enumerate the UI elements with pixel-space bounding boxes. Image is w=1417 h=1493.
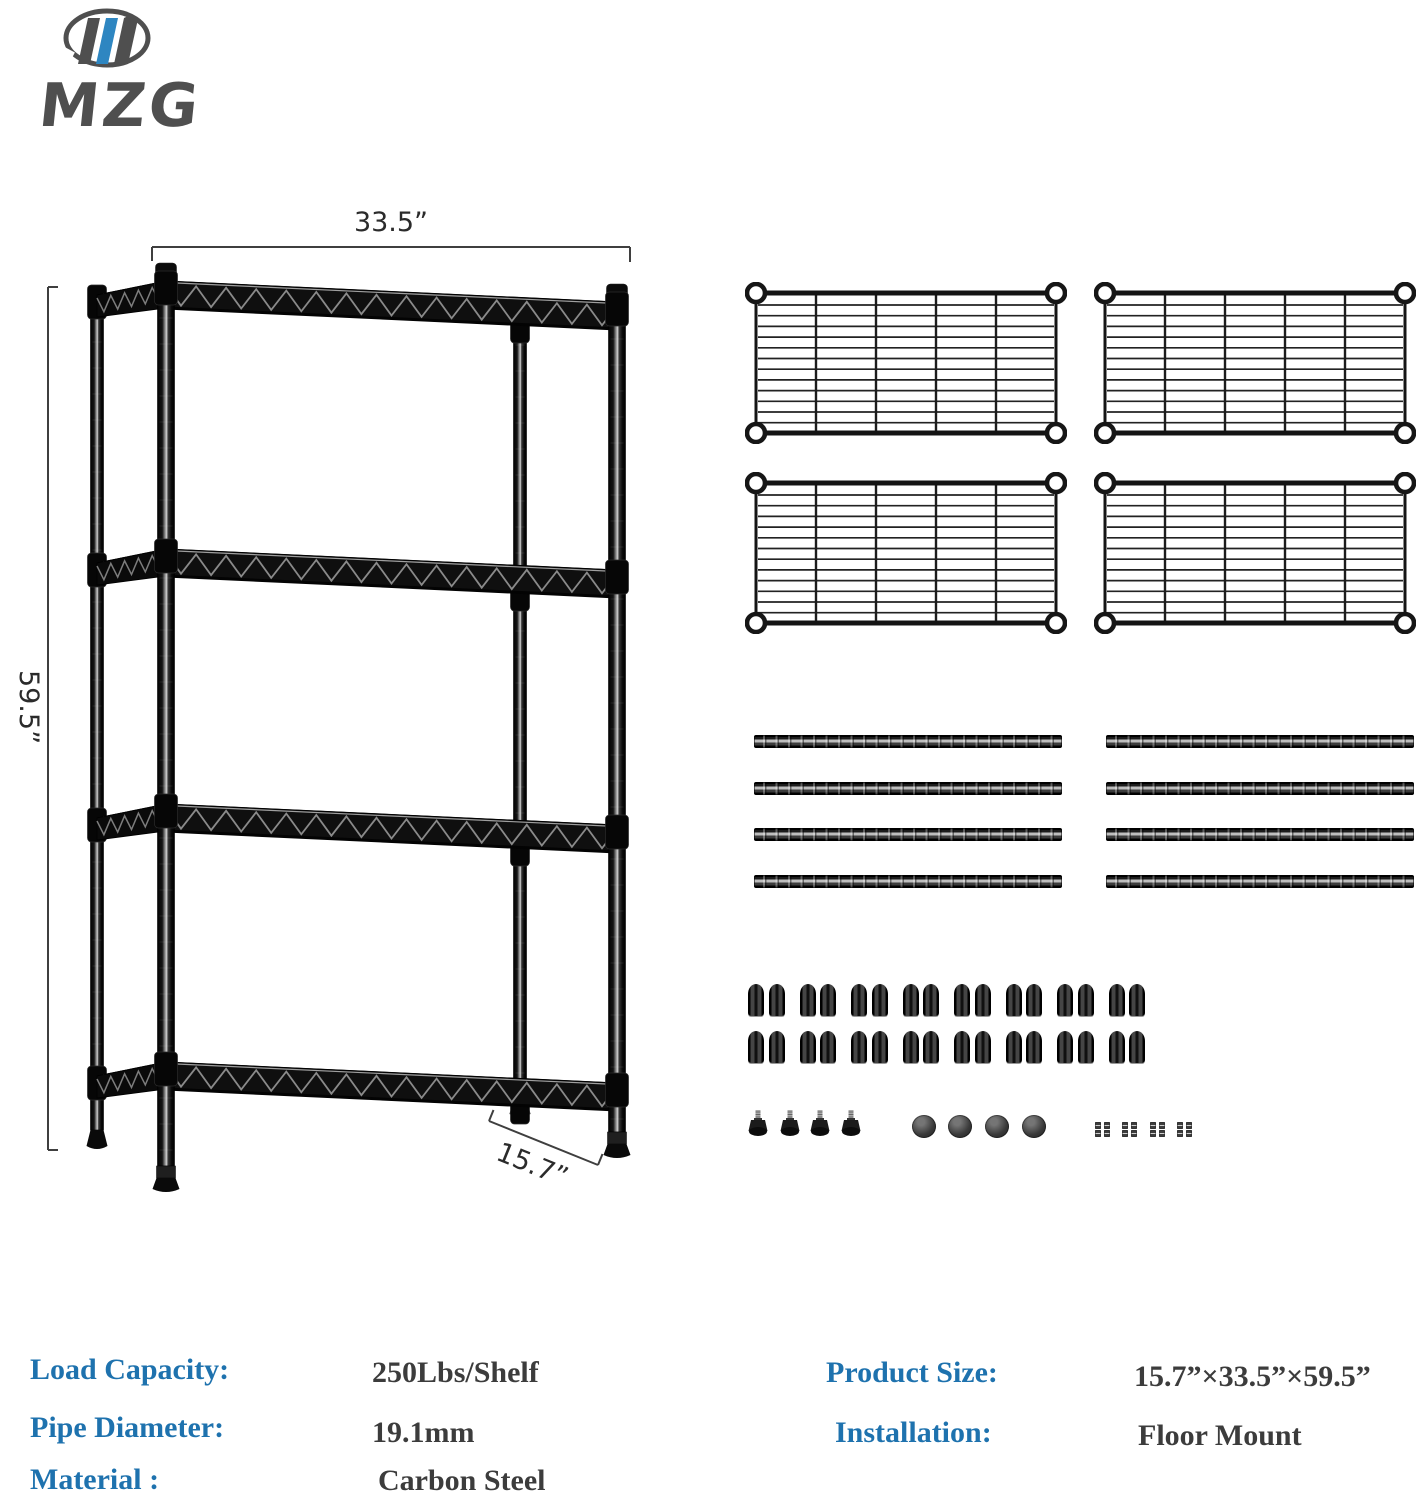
sleeve-clip-part — [975, 1031, 991, 1063]
pole-part — [1106, 735, 1414, 748]
depth-dimension-label: 15.7” — [492, 1136, 573, 1194]
sleeve-clip-part — [1109, 1031, 1125, 1063]
spec-installation-label: Installation: — [835, 1416, 992, 1449]
sleeve-clip-part — [1057, 1031, 1073, 1063]
screw-set-part — [1095, 1122, 1111, 1137]
pole-part — [754, 782, 1062, 795]
end-cap-part — [912, 1115, 936, 1138]
screw-set-part — [1150, 1122, 1166, 1137]
screw-icon — [1159, 1122, 1165, 1129]
leveling-foot-part — [779, 1109, 802, 1139]
shelf-grid-part — [745, 282, 1067, 444]
sleeve-clip-part — [975, 984, 991, 1016]
sleeve-clip-part — [851, 1031, 867, 1063]
sleeve-clip-part — [769, 984, 785, 1016]
screw-icon — [1150, 1130, 1156, 1137]
spec-installation-value: Floor Mount — [1138, 1419, 1302, 1452]
sleeve-clip-part — [872, 1031, 888, 1063]
brand-wordmark: MZG — [35, 71, 205, 141]
spec-material-value: Carbon Steel — [378, 1464, 546, 1493]
screw-icon — [1177, 1122, 1183, 1129]
screw-set-part — [1177, 1122, 1193, 1137]
sleeve-clip-part — [903, 984, 919, 1016]
spec-pipe-diameter-value: 19.1mm — [372, 1416, 475, 1449]
sleeve-clip-part — [800, 984, 816, 1016]
screw-icon — [1122, 1122, 1128, 1129]
sleeve-clip-part — [923, 984, 939, 1016]
spec-product-size-label: Product Size: — [826, 1356, 998, 1389]
rack-illustration — [0, 0, 700, 1260]
pole-part — [754, 875, 1062, 888]
height-dimension-label: 59.5” — [13, 669, 44, 745]
shelf-grid-part — [1094, 472, 1416, 634]
sleeve-clip-part — [820, 984, 836, 1016]
pole-part — [1106, 875, 1414, 888]
sleeve-clip-part — [1026, 984, 1042, 1016]
screw-icon — [1104, 1130, 1110, 1137]
screw-icon — [1186, 1130, 1192, 1137]
screw-icon — [1095, 1122, 1101, 1129]
dimension-lines — [13, 207, 630, 1193]
screw-icon — [1104, 1122, 1110, 1129]
sleeve-clip-part — [1109, 984, 1125, 1016]
rack-post — [510, 309, 531, 1124]
sleeve-clip-part — [1078, 984, 1094, 1016]
rack-post — [153, 263, 180, 1192]
leveling-foot-part — [809, 1109, 832, 1139]
sleeve-clip-part — [1026, 1031, 1042, 1063]
sleeve-clip-part — [1006, 984, 1022, 1016]
screw-icon — [1150, 1122, 1156, 1129]
screw-icon — [1131, 1122, 1137, 1129]
sleeve-clip-part — [748, 1031, 764, 1063]
sleeve-clip-part — [954, 984, 970, 1016]
pole-part — [1106, 782, 1414, 795]
screw-set-part — [1122, 1122, 1138, 1137]
leveling-foot-part — [840, 1109, 863, 1139]
screw-icon — [1122, 1130, 1128, 1137]
sleeve-clip-part — [748, 984, 764, 1016]
spec-material-label: Material : — [30, 1463, 160, 1493]
screw-icon — [1131, 1130, 1137, 1137]
sleeve-clip-part — [872, 984, 888, 1016]
shelf-grid-part — [1094, 282, 1416, 444]
end-cap-part — [985, 1115, 1009, 1138]
sleeve-clip-part — [923, 1031, 939, 1063]
sleeve-clip-part — [1006, 1031, 1022, 1063]
width-dimension-label: 33.5” — [353, 207, 429, 238]
sleeve-clip-part — [820, 1031, 836, 1063]
sleeve-clip-part — [1078, 1031, 1094, 1063]
sleeve-clip-part — [903, 1031, 919, 1063]
sleeve-clip-part — [1057, 984, 1073, 1016]
screw-icon — [1095, 1130, 1101, 1137]
spec-pipe-diameter-label: Pipe Diameter: — [30, 1411, 225, 1444]
pole-part — [754, 735, 1062, 748]
leveling-foot-part — [747, 1109, 770, 1139]
spec-load-capacity-label: Load Capacity: — [30, 1353, 230, 1386]
screw-icon — [1186, 1122, 1192, 1129]
sleeve-clip-part — [851, 984, 867, 1016]
sleeve-clip-part — [769, 1031, 785, 1063]
sleeve-clip-part — [800, 1031, 816, 1063]
sleeve-clip-part — [1129, 1031, 1145, 1063]
screw-icon — [1177, 1130, 1183, 1137]
pole-part — [754, 828, 1062, 841]
rack-post — [604, 284, 631, 1158]
sleeve-clip-part — [1129, 984, 1145, 1016]
screw-icon — [1159, 1130, 1165, 1137]
spec-load-capacity-value: 250Lbs/Shelf — [372, 1356, 539, 1389]
spec-product-size-value: 15.7”×33.5”×59.5” — [1134, 1360, 1371, 1393]
sleeve-clip-part — [954, 1031, 970, 1063]
pole-part — [1106, 828, 1414, 841]
end-cap-part — [1022, 1115, 1046, 1138]
shelf-grid-part — [745, 472, 1067, 634]
rack-post — [87, 285, 108, 1149]
end-cap-part — [948, 1115, 972, 1138]
